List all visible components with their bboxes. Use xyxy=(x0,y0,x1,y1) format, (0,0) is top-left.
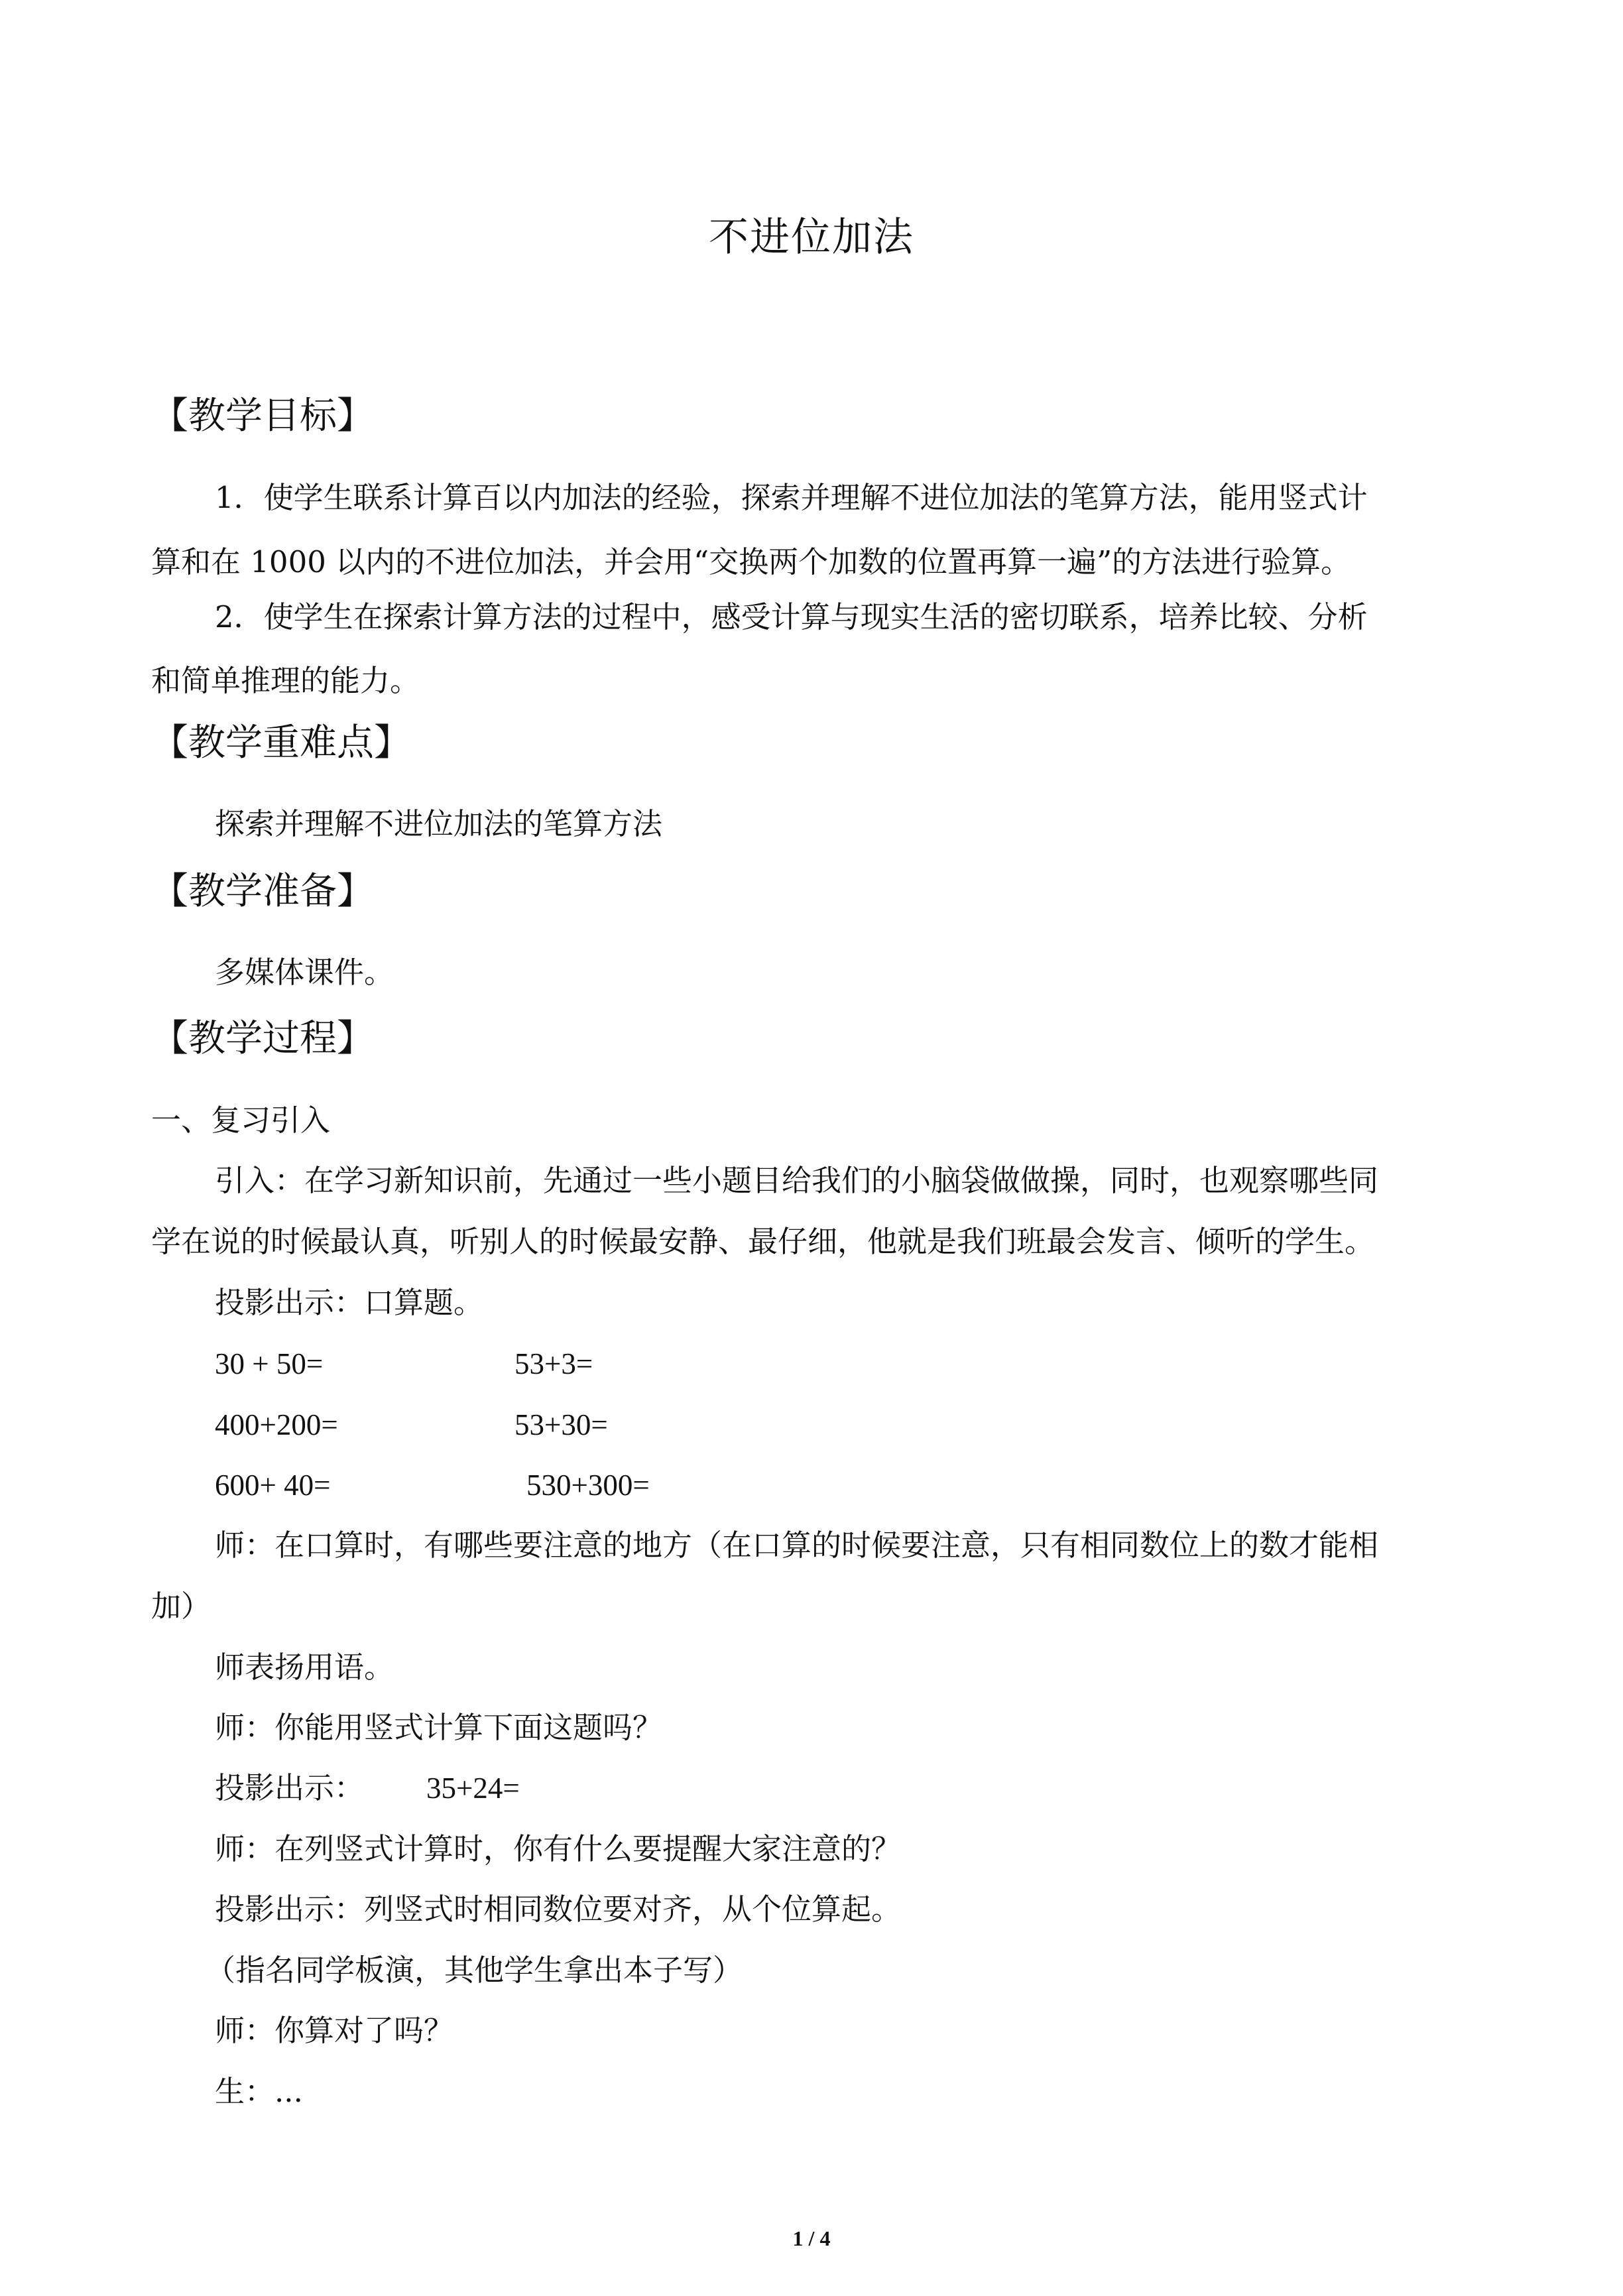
objective-1-line-2: 算和在 1000 以内的不进位加法，并会用“交换两个加数的位置再算一遍”的方法进行验算。 xyxy=(151,544,1351,579)
problem-2-left: 400+200= xyxy=(215,1408,338,1441)
teacher-question-1-line-1: 师：在口算时，有哪些要注意的地方（在口算的时候要注意，只有相同数位上的数才能相 xyxy=(215,1528,1379,1563)
student-answer: 生：... xyxy=(215,2074,303,2109)
teacher-praise: 师表扬用语。 xyxy=(215,1650,394,1685)
page-number: 1 / 4 xyxy=(792,2226,831,2250)
key-points-heading: 【教学重难点】 xyxy=(151,721,411,764)
page-title: 不进位加法 xyxy=(709,214,914,261)
projection-2-expression: 35+24= xyxy=(426,1772,520,1805)
key-points-text: 探索并理解不进位加法的笔算方法 xyxy=(215,806,663,841)
projection-3: 投影出示：列竖式时相同数位要对齐，从个位算起。 xyxy=(215,1892,902,1927)
teacher-question-1-line-2: 加） xyxy=(151,1589,211,1624)
problem-3-right: 530+300= xyxy=(526,1469,650,1502)
teacher-question-3: 师：在列竖式计算时，你有什么要提醒大家注意的？ xyxy=(215,1831,902,1866)
problem-1-left: 30 + 50= xyxy=(215,1347,324,1380)
objectives-heading: 【教学目标】 xyxy=(151,394,374,438)
intro-line-2: 学在说的时候最认真，听别人的时候最安静、最仔细，他就是我们班最会发言、倾听的学生。 xyxy=(151,1224,1375,1259)
problem-2-right: 53+30= xyxy=(514,1408,608,1441)
preparation-heading: 【教学准备】 xyxy=(151,870,374,913)
problem-1-right: 53+3= xyxy=(514,1347,593,1380)
preparation-text: 多媒体课件。 xyxy=(215,955,394,990)
projection-1: 投影出示：口算题。 xyxy=(215,1285,484,1320)
board-note: （指名同学板演，其他学生拿出本子写） xyxy=(206,1953,743,1988)
projection-2-label: 投影出示： xyxy=(215,1770,365,1805)
process-heading: 【教学过程】 xyxy=(151,1017,374,1060)
step-1-title: 一、复习引入 xyxy=(151,1103,331,1138)
teacher-question-4: 师：你算对了吗？ xyxy=(215,2013,454,2048)
objective-2-line-2: 和简单推理的能力。 xyxy=(151,663,420,698)
intro-line-1: 引入：在学习新知识前，先通过一些小题目给我们的小脑袋做做操，同时，也观察哪些同 xyxy=(215,1163,1379,1198)
objective-1-line-1: 1．使学生联系计算百以内加法的经验，探索并理解不进位加法的笔算方法，能用竖式计 xyxy=(215,480,1368,515)
problem-3-left: 600+ 40= xyxy=(215,1469,331,1502)
objective-2-line-1: 2．使学生在探索计算方法的过程中，感受计算与现实生活的密切联系，培养比较、分析 xyxy=(215,599,1368,634)
teacher-question-2: 师：你能用竖式计算下面这题吗？ xyxy=(215,1710,663,1745)
